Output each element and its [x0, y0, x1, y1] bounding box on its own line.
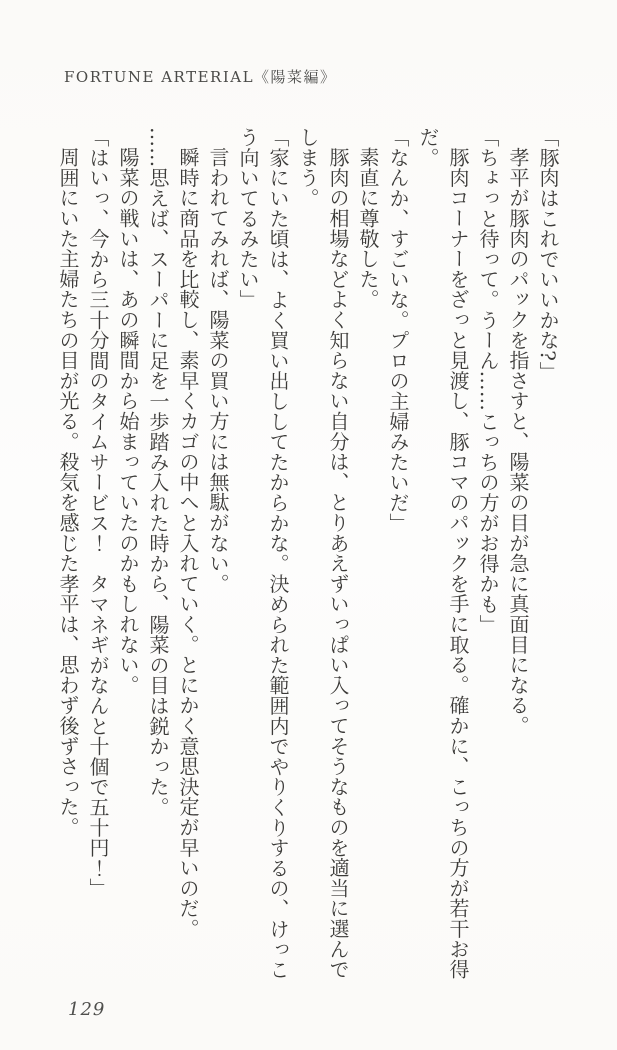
paragraph: 「家にいた頃は、よく買い出ししてたからかな。決められた範囲内でやりくりするの、けっこう向いてるみたい」 [236, 127, 290, 980]
paragraph: 周囲にいた主婦たちの目が光る。殺気を感じた孝平は、思わず後ずさった。 [56, 147, 80, 838]
paragraph: 言われてみれば、陽菜の買い方には無駄がない。 [206, 147, 230, 594]
vertical-text-block [49, 127, 563, 981]
paragraph: 「豚肉はこれでいいかな?」 [536, 127, 560, 382]
paragraph: 「はいっ、今から三十分間のタイムサービス！ タマネギがなんと十個で五十円！」 [86, 127, 110, 899]
paragraph: 瞬時に商品を比較し、素早くカゴの中へと入れていく。とにかく意思決定が早いのだ。 [176, 147, 200, 939]
paragraph: 陽菜の戦いは、あの瞬間から始まっていたのかもしれない。 [116, 147, 140, 696]
paragraph: 「なんか、すごいな。プロの主婦みたいだ」 [386, 127, 410, 533]
running-head-title: FORTUNE ARTERIAL《陽菜編》 [64, 68, 337, 86]
paragraph: ……思えば、スーパーに足を一歩踏み入れた時から、陽菜の目は鋭かった。 [146, 127, 170, 818]
paragraph: 豚肉コーナーをざっと見渡し、豚コマのパックを手に取る。確かに、こっちの方が若干お得だ。 [416, 127, 470, 980]
paragraph: 「ちょっと待って。うーん……こっちの方がお得かも」 [476, 127, 500, 635]
paragraph: 孝平が豚肉のパックを指さすと、陽菜の目が急に真面目になる。 [506, 147, 530, 736]
paragraph: 豚肉の相場などよく知らない自分は、とりあえずいっぱい入ってそうなものを適当に選んでしまう。 [296, 127, 350, 980]
page-number: 129 [68, 999, 106, 1020]
paragraph: 素直に尊敬した。 [356, 147, 380, 310]
